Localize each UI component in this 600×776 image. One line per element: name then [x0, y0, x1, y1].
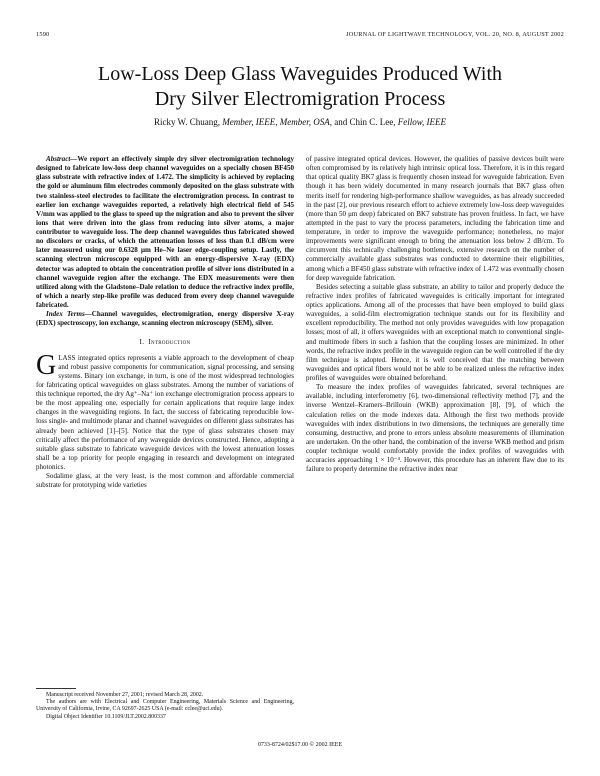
left-column — [36, 155, 294, 490]
abstract — [36, 155, 294, 310]
footnote-doi: Digital Object Identifier 10.1109/JLT.2002.800337 — [46, 713, 166, 720]
page-number: 1590 — [36, 31, 50, 38]
author-2-affiliation: Fellow, IEEE — [397, 117, 447, 127]
author-1-affiliation: Member, IEEE, Member, OSA, — [222, 117, 332, 127]
drop-cap: G — [36, 349, 57, 381]
footnote-affiliation: The authors are with Electrical and Computer Engineering, Materials Science and Engineering, University of California, Irvine, CA 92697-2625 USA (e-mail: cclee@uci.edu). — [36, 699, 294, 713]
right-paragraph-3: To measure the index profiles of waveguides fabricated, several techniques are available, including interferometry [6], two-dimensional reflectivity method [7], and the inverse Wentzel–Kramers–Brillouin (WKB) approximation [8], [9], of which the calculation relies on the mode indexes data. Although the first two methods provide waveguides with index distributions in two dimensions, the techniques are generally time consuming, destructive, and prone to errors unless absolute measurements of illumination are undertaken. On the other hand, the combination of the inverse WKB method and prism coupler technique would comfortably provide the index profiles of waveguides with accuracies approaching 1 × 10⁻⁴. However, this procedure has an inherent flaw due to its failure to properly determine the refractive index near — [306, 383, 564, 474]
section-heading — [36, 338, 294, 347]
author-2: Chin C. Lee, — [349, 117, 396, 127]
section-title: Introduction — [148, 338, 191, 347]
title-line-1: Low-Loss Deep Glass Waveguides Produced With — [98, 63, 502, 85]
intro-paragraph-2: Sodalime glass, at the very least, is the most common and affordable commercial substrate for prototyping wide varieties — [36, 472, 294, 490]
abstract-label: Abstract— — [46, 155, 78, 163]
section-number: I. — [139, 338, 145, 347]
index-terms-label: Index Terms— — [46, 310, 92, 319]
intro-paragraph-1 — [36, 349, 294, 473]
author-1: Ricky W. Chuang, — [153, 117, 220, 127]
footnote-manuscript: Manuscript received November 27, 2001; revised March 28, 2002. — [46, 692, 204, 698]
intro-paragraph-1-text: LASS integrated optics represents a viable approach to the development of cheap and robust passive components for communication, signal processing, and sensing systems. Binary ion exchange, in turn, is one of the most widespread technologies for fabricating optical waveguides on glass substrates. Among the number of variations of this technique reported, the dry Ag⁺–Na⁺ ion exchange electromigration process appears to be the most appealing one, especially for certain applications that require large index changes in the waveguiding regions. In fact, the success of fabricating reproducible low-loss single- and multimode planar and channel waveguides on different glass substrates has already been achieved [1]–[5]. Notice that the type of glass substrates chosen may critically affect the performance of any waveguide devices constructed. Hence, adopting a suitable glass substrate to fabricate waveguide devices with the lowest attenuation losses shall be a top priority for people engaging in research and development on integrated photonics. — [36, 353, 294, 471]
title-line-2: Dry Silver Electromigration Process — [154, 88, 446, 110]
running-header: JOURNAL OF LIGHTWAVE TECHNOLOGY, VOL. 20, NO. 8, AUGUST 2002 — [346, 31, 564, 38]
footnote-rule — [36, 688, 76, 689]
paper-title — [20, 62, 580, 112]
footnotes — [36, 692, 294, 721]
copyright-footer: 0733-8724/02$17.00 © 2002 IEEE — [257, 742, 343, 748]
right-paragraph-1: of passive integrated optical devices. However, the qualities of passive devices built were often compromised by its relatively high intrinsic optical loss. Therefore, it is in this regard that optical quality BK7 glass is frequently chosen instead for waveguide fabrication. Even though it has been widely documented in many research journals that BK7 glass often merits itself for rendering high-performance shallow waveguides, as has already succeeded in the past [2], our previous research effort to achieve extremely low-loss deep waveguides (more than 50 μm deep) fabricated on BK7 substrate has proven fruitless. In fact, we have attempted in the past to vary the process parameters, including the fabrication time and temperature, in order to improve the waveguide performance; nonetheless, no major improvements were significant enough to bring the attenuation loss below 2 dB/cm. To circumvent this technically challenging bottleneck, extensive research on the number of commercially available glass substrates was conducted to determine their eligibilities, among which a BF450 glass substrate with refractive index of 1.472 was eventually chosen for deep waveguide fabrication. — [306, 155, 564, 282]
author-conjunction: and — [334, 117, 348, 127]
author-list — [20, 117, 580, 127]
right-column — [306, 155, 564, 474]
index-terms — [36, 310, 294, 328]
right-paragraph-2: Besides selecting a suitable glass substrate, an ability to tailor and properly deduce the refractive index profiles of fabricated waveguides is critically important for integrated optics applications. Among all of the processes that have been employed to build glass waveguides, a solid-film electromigration technique stands out for its flexibility and excellent reproducibility. The method not only provides waveguides with low propagation losses; most of all, it offers waveguides with an exceptional match to conventional single- and multimode fibers in such a fashion that the coupling losses are minimized. In other words, the refractive index profile in the waveguide region can be well controlled if the dry film technique is adopted. Hence, it is well conceived that the matching between waveguides and optical fibers would not be able to be realized unless the refractive index profiles of waveguides were obtained beforehand. — [306, 282, 564, 382]
abstract-text: We report an effectively simple dry silver electromigration technology designed to fabricate low-loss deep channel waveguides on a specially chosen BF450 glass substrate with refractive index of 1.472. The simplicity is achieved by replacing the gold or aluminum film electrodes commonly deposited on the glass substrate with two stainless-steel electrodes to facilitate the electromigration process. In contrast to earlier ion exchange waveguides reported, a relatively high electrical field of 545 V/mm was applied to the glass to speed up the migration and also to prevent the silver ions that were driven into the glass from reducing into silver atoms, a major contributor to waveguide loss. The deep channel waveguides thus fabricated showed no discolors or cracks, of which the attenuation losses of less than 0.1 dB/cm were later measured using our 0.6328 μm He–Ne laser edge-coupling setup. Lastly, the scanning electron microscope equipped with an energy-dispersive X-ray (EDX) detector was adopted to obtain the concentration profile of silver ions distributed in a channel waveguide region after the exchange. The EDX measurements were then utilized along with the Gladstone–Dale relation to deduce the refractive index profile, of which a nearly step-like profile was deduced from every deep channel waveguide fabricated. — [36, 155, 294, 309]
index-terms-text: Channel waveguides, electromigration, energy dispersive X-ray (EDX) spectroscopy, ion exchange, scanning electron microscopy (SEM), silver. — [36, 310, 294, 328]
